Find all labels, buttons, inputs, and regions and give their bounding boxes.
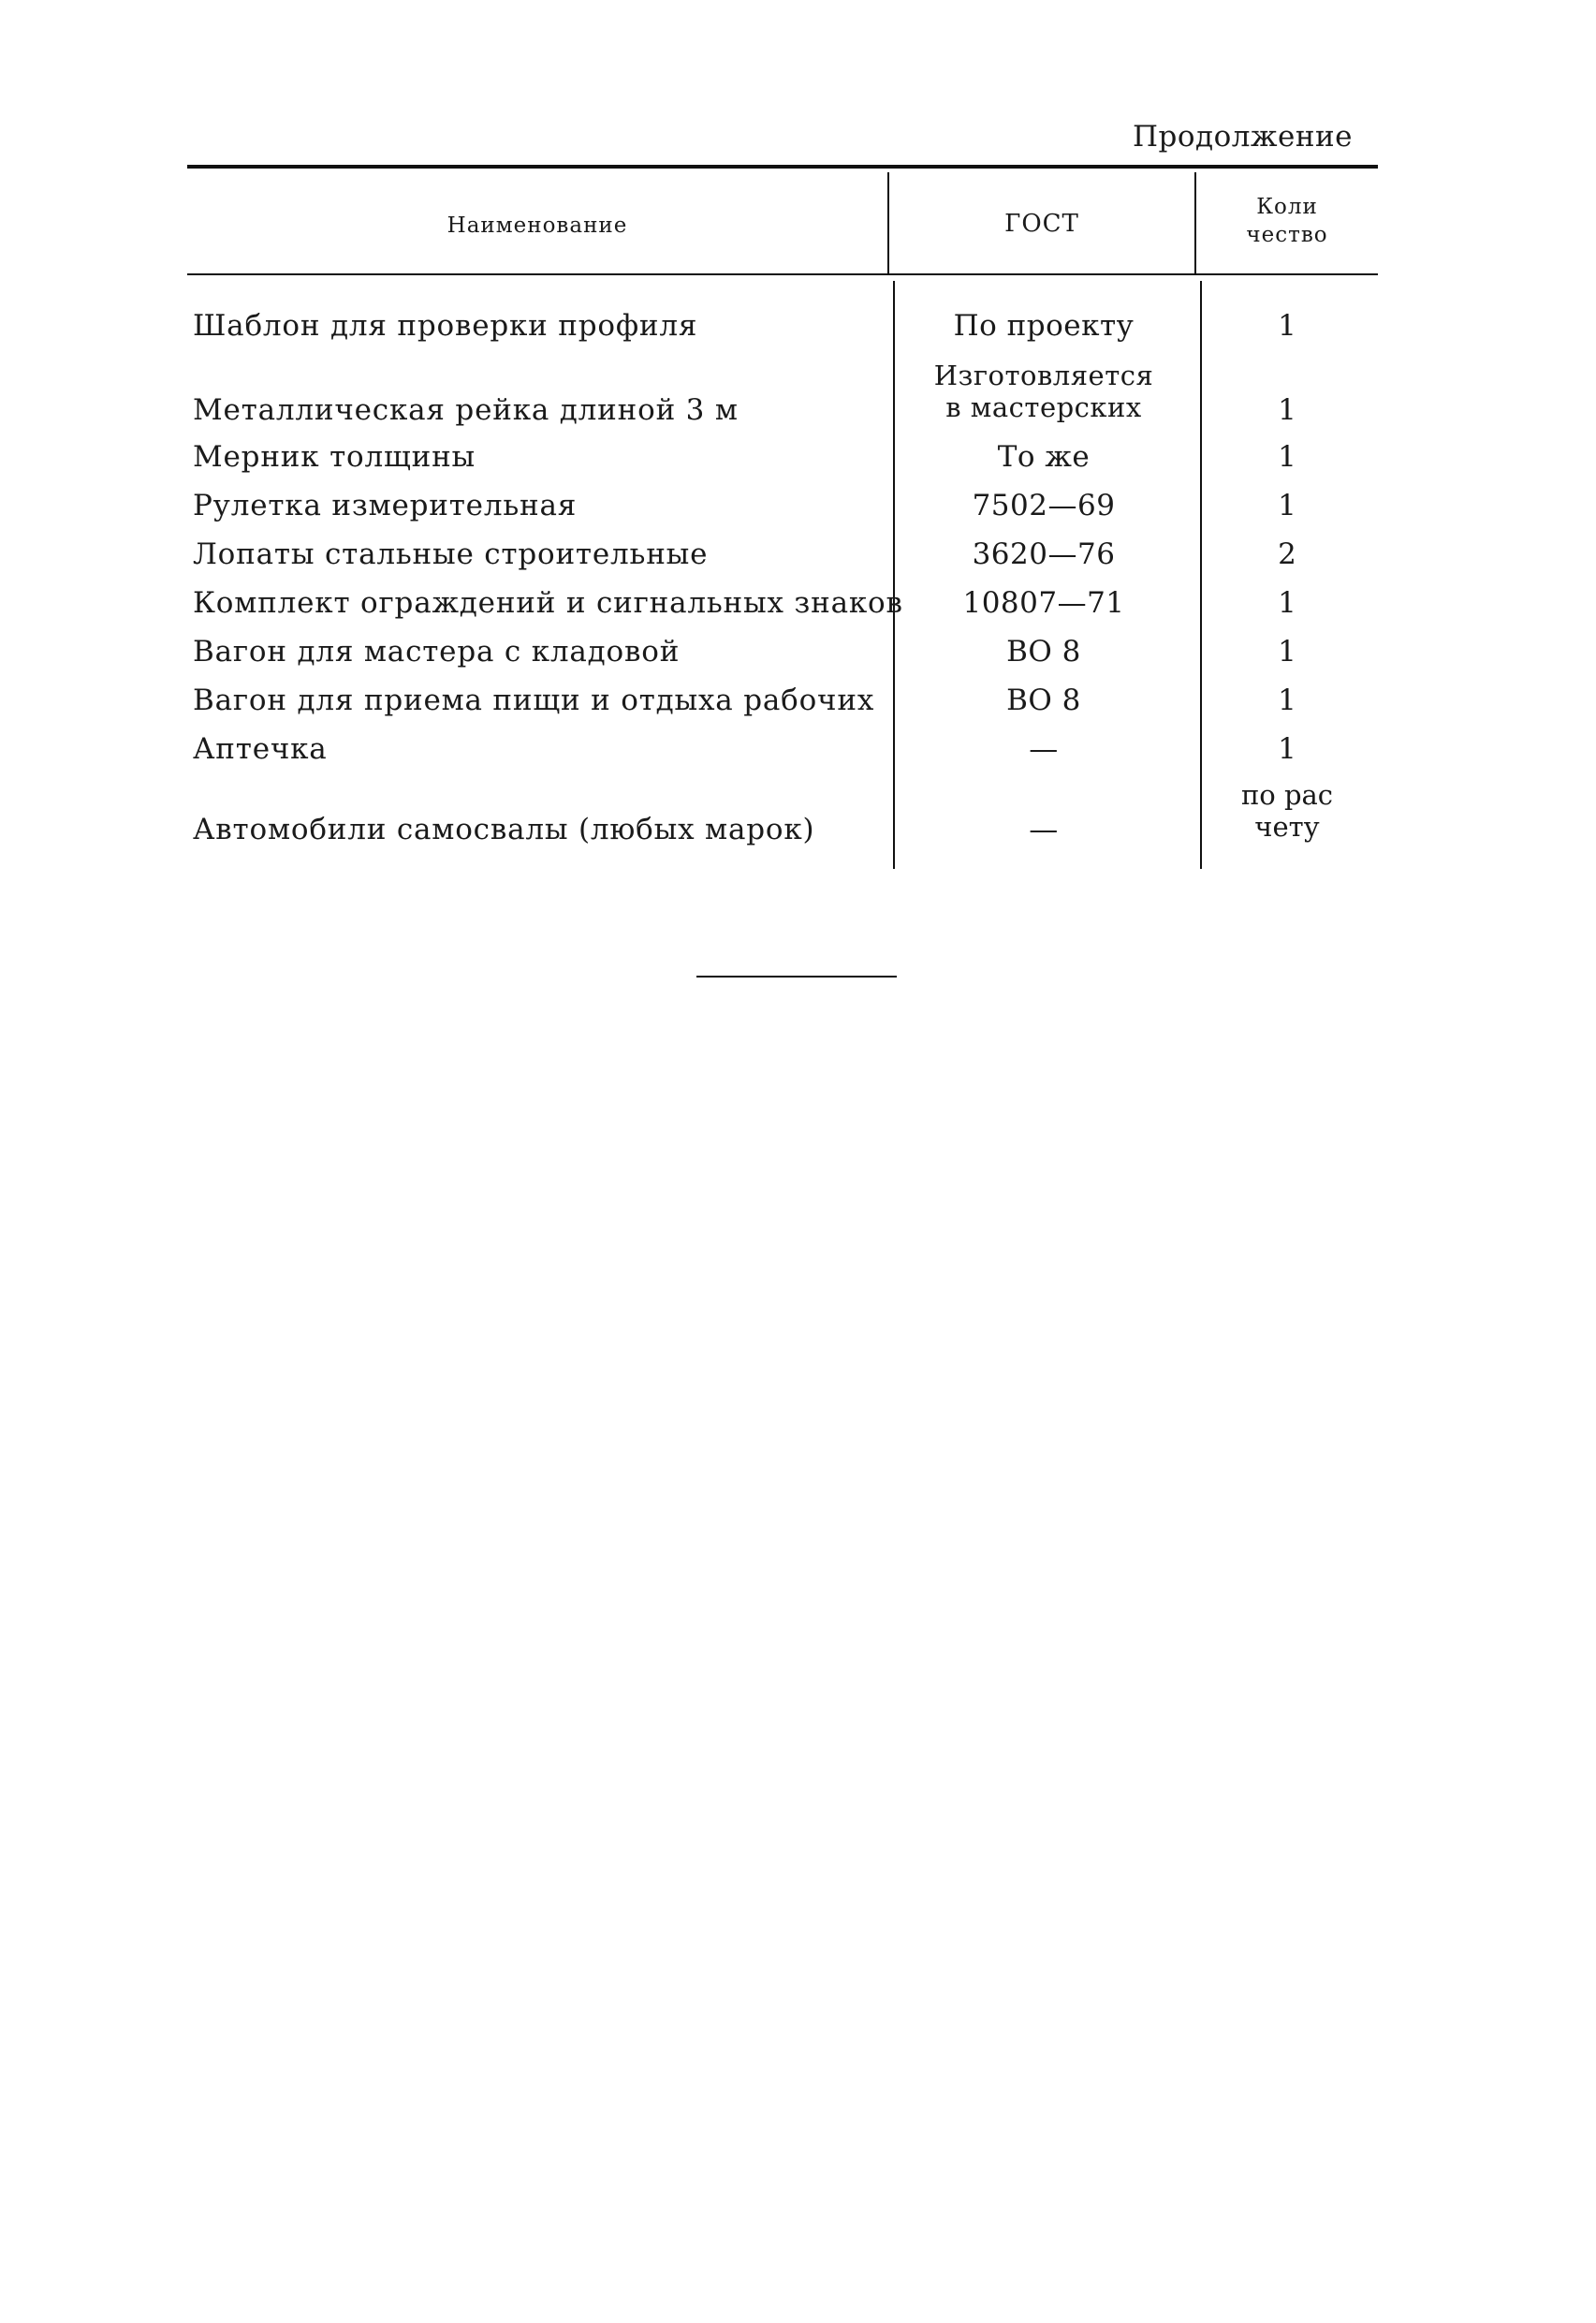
row-gost: ВО 8 — [1006, 635, 1081, 669]
row-name: Металлическая рейка длиной 3 м — [193, 393, 739, 427]
row-quantity: 1 — [1278, 309, 1296, 343]
row-quantity — [1196, 779, 1378, 843]
row-name: Рулетка измерительная — [193, 489, 578, 522]
header-quantity — [1196, 193, 1378, 249]
row-gost: 7502—69 — [972, 489, 1116, 522]
end-of-section-rule — [696, 976, 897, 978]
header-name: Наименование — [447, 213, 628, 238]
row-gost: По проекту — [953, 309, 1135, 343]
row-quantity-line-2: чету — [1254, 811, 1320, 843]
row-gost-line-2: в мастерских — [945, 391, 1142, 423]
continuation-label: Продолжение — [1133, 120, 1354, 154]
header-quantity-line-2: чество — [1246, 223, 1328, 247]
row-quantity: 2 — [1278, 537, 1296, 571]
row-name: Комплект ограждений и сигнальных знаков — [193, 586, 903, 620]
row-name: Шаблон для проверки профиля — [193, 309, 698, 343]
table-header-rule — [187, 273, 1378, 275]
row-gost: — — [1029, 813, 1059, 846]
row-quantity: 1 — [1278, 489, 1296, 522]
row-quantity: 1 — [1278, 684, 1296, 717]
row-quantity: 1 — [1278, 586, 1296, 620]
row-quantity: 1 — [1278, 732, 1296, 766]
table-top-rule — [187, 165, 1378, 169]
row-gost: 3620—76 — [972, 537, 1116, 571]
row-name: Лопаты стальные строительные — [193, 537, 709, 571]
row-name: Мерник толщины — [193, 440, 476, 474]
row-name: Автомобили самосвалы (любых марок) — [193, 813, 815, 846]
row-quantity: 1 — [1278, 440, 1296, 474]
row-quantity: 1 — [1278, 635, 1296, 669]
row-name: Аптечка — [193, 732, 328, 766]
row-gost: ВО 8 — [1006, 684, 1081, 717]
row-gost — [891, 360, 1196, 423]
row-gost: — — [1029, 732, 1059, 766]
header-gost: ГОСТ — [1004, 210, 1079, 238]
row-name: Вагон для мастера с кладовой — [193, 635, 681, 669]
row-quantity: 1 — [1278, 393, 1296, 427]
row-name: Вагон для приема пищи и отдыха рабочих — [193, 684, 875, 717]
row-gost: То же — [997, 440, 1091, 474]
header-quantity-line-1: Коли — [1256, 195, 1318, 219]
row-gost: 10807—71 — [962, 586, 1125, 620]
row-gost-line-1: Изготовляется — [933, 360, 1154, 391]
row-quantity-line-1: по рас — [1240, 779, 1334, 811]
